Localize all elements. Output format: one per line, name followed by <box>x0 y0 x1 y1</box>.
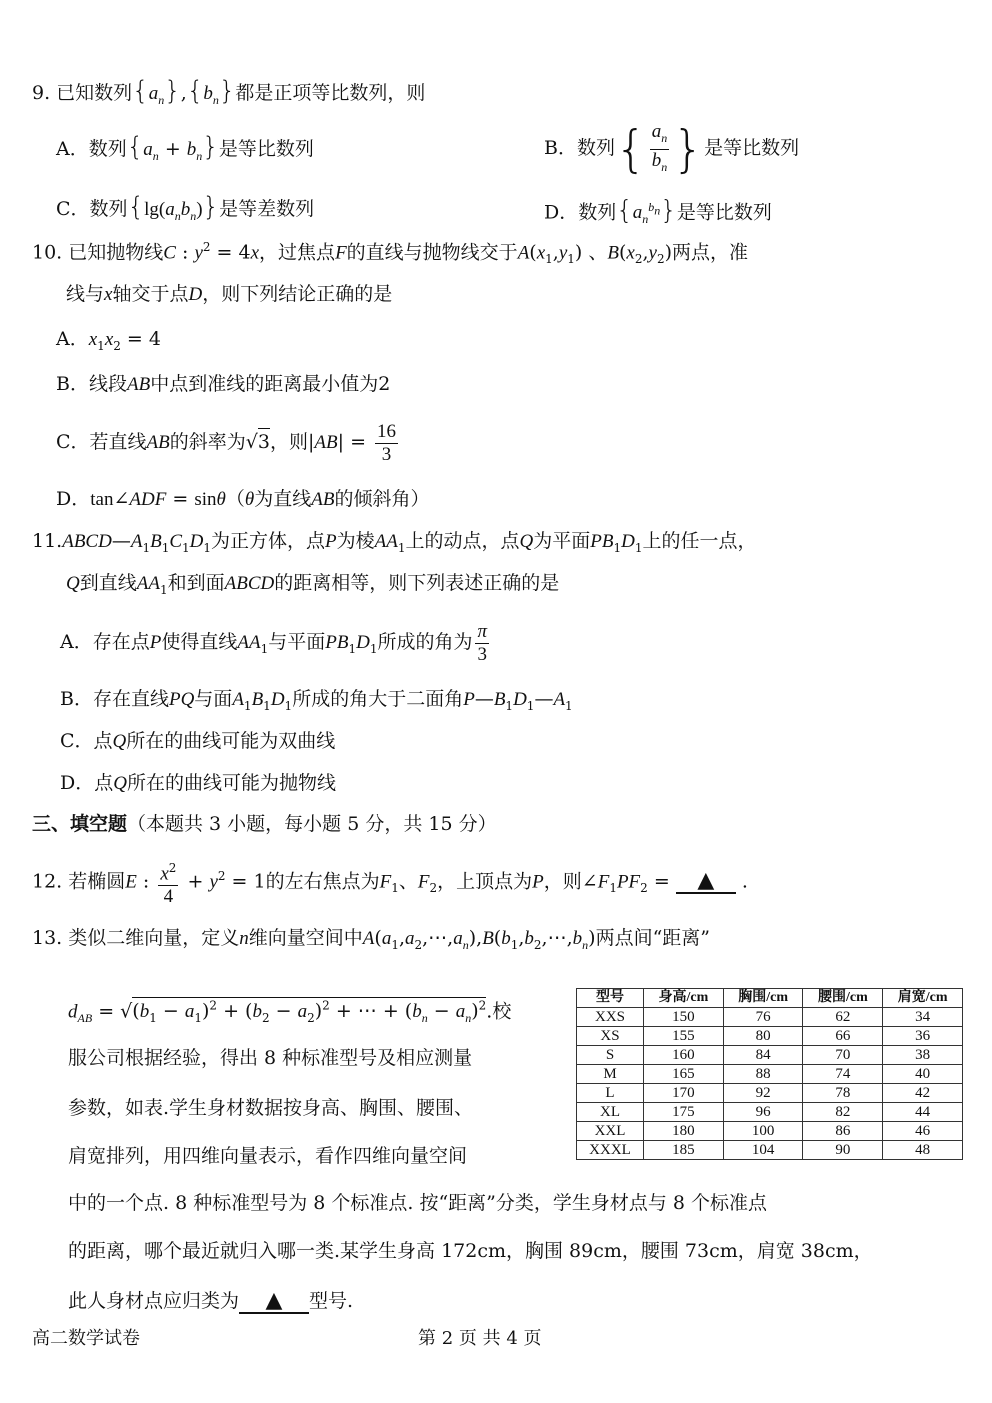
option-text: 所在的曲线可能为双曲线 <box>126 730 336 752</box>
table-cell: 160 <box>644 1046 724 1065</box>
option-text: C．若直线 <box>56 431 147 453</box>
q13-text: 13. 类似二维向量，定义 <box>32 927 240 949</box>
option-text: ，则 <box>269 431 308 453</box>
option-text: 数列 <box>88 138 127 160</box>
table-cell: 46 <box>883 1122 963 1141</box>
q9-stem-text-2: 都是正项等比数列，则 <box>235 82 426 104</box>
table-header: 胸围/cm <box>723 989 803 1008</box>
table-header: 腰围/cm <box>803 989 883 1008</box>
table-row <box>577 1084 963 1103</box>
q10-text: 的直线与抛物线交于 <box>346 241 518 264</box>
q10-option-c: C．若直线AB的斜率为√3，则|AB| = $\frac{16}{3}$ <box>56 420 397 465</box>
q9-option-c: C．数列$\{\lg(a_nb_n)\}$是等差数列 <box>56 192 315 223</box>
section-note: （本题共 3 小题，每小题 5 分，共 15 分） <box>127 813 497 835</box>
table-cell: 104 <box>723 1141 803 1160</box>
table-cell: 92 <box>723 1084 803 1103</box>
table-cell: 84 <box>723 1046 803 1065</box>
option-text: 所在的曲线可能为抛物线 <box>126 772 336 794</box>
table-cell: 165 <box>644 1065 724 1084</box>
option-label: D． <box>56 488 91 510</box>
section-title: 三、填空题 <box>32 813 128 835</box>
q13-text: .校 <box>486 1000 512 1023</box>
table-row <box>577 1027 963 1046</box>
table-cell: 40 <box>883 1065 963 1084</box>
table-cell: 180 <box>644 1122 724 1141</box>
table-cell: 96 <box>723 1103 803 1122</box>
q12-text: ，则 <box>543 870 582 893</box>
q11-text: 11. <box>32 530 63 552</box>
option-label: A． <box>56 328 89 350</box>
q9-option-b: B．数列{ $\frac{a_n}{b_n}$ }是等比数列 <box>544 120 800 178</box>
q10-text: 两点，准 <box>672 241 749 264</box>
q11-option-b: B．存在直线PQ与面$A_1B_1D_1$所成的角大于二面角$P—B_1D_1—A_1$ <box>60 688 573 713</box>
table-cell: 155 <box>644 1027 724 1046</box>
option-label: B． <box>544 137 577 159</box>
q10-text: 线与 <box>66 283 105 305</box>
table-cell: XXS <box>577 1008 644 1027</box>
q11-text: 为正方体，点 <box>211 530 326 552</box>
table-cell: 86 <box>803 1122 883 1141</box>
q12: 12. 若椭圆E : $\frac{x^2}{4}$ + $y^2 = 1$的左右焦点为$F_1$、$F_2$，上顶点为P，则$\angle F_1PF_2$ = ▲ . <box>32 846 748 918</box>
option-text: 所成的角大于二面角 <box>292 688 464 710</box>
option-text: 数列 <box>576 137 615 159</box>
table-cell: 76 <box>723 1008 803 1027</box>
table-row <box>577 1046 963 1065</box>
table-cell: L <box>577 1084 644 1103</box>
table-cell: 70 <box>803 1046 883 1065</box>
option-text: （ <box>225 488 245 510</box>
q13-paragraph-3: 肩宽排列，用四维向量表示，看作四维向量空间 <box>68 1145 468 1167</box>
table-header: 肩宽/cm <box>883 989 963 1008</box>
q10-option-a: A．$x_1x_2 = 4$ <box>56 328 161 353</box>
table-cell: 34 <box>883 1008 963 1027</box>
option-text: 数列 <box>578 201 617 224</box>
q11-stem-line2: Q到直线$AA_1$和到面ABCD的距离相等，则下列表述正确的是 <box>66 572 560 597</box>
footer-left: 高二数学试卷 <box>32 1328 140 1349</box>
q11-text: 为棱 <box>336 530 375 552</box>
section-3-heading <box>32 811 497 837</box>
q11-option-a: A．存在点P使得直线$AA_1$与平面$PB_1D_1$所成的角为 $\frac{\pi}{3}$ <box>60 620 488 665</box>
q13-distance-formula: $d_{AB} = √(b_1 - a_1)^2 + (b_2 - a_2)^2$ + ⋯ + $(b_n - a_n)^2$.校 <box>68 999 512 1026</box>
q11-text: 和到面 <box>167 572 225 594</box>
footer-page-number: 第 2 页 共 4 页 <box>418 1328 542 1349</box>
option-text: C．点 <box>60 730 113 752</box>
option-text: 为直线 <box>254 488 312 510</box>
table-cell: 66 <box>803 1027 883 1046</box>
option-text: A．存在点 <box>60 631 150 653</box>
q13-paragraph-1: 服公司根据经验，得出 8 种标准型号及相应测量 <box>68 1047 473 1069</box>
q12-text: 12. 若椭圆 <box>32 870 126 893</box>
option-text: B．线段 <box>56 373 127 395</box>
table-cell: 74 <box>803 1065 883 1084</box>
option-text: 与面 <box>194 688 233 710</box>
q10-text: 轴交于点 <box>112 283 189 305</box>
q13-paragraph-2: 参数，如表.学生身材数据按身高、胸围、腰围、 <box>68 1097 474 1119</box>
table-row <box>577 1141 963 1160</box>
q10-option-b: B．线段AB中点到准线的距离最小值为2 <box>56 373 391 395</box>
table-row <box>577 1122 963 1141</box>
q10-option-d: D．tan∠ADF = sinθ（θ为直线AB的倾斜角） <box>56 488 430 510</box>
q13-text: 两点间“距离” <box>595 927 710 949</box>
table-cell: 78 <box>803 1084 883 1103</box>
table-cell: XXL <box>577 1122 644 1141</box>
q13-paragraph-4: 中的一个点. 8 种标准型号为 8 个标准点. 按“距离”分类，学生身材点与 8 个标准点 <box>68 1192 768 1214</box>
option-text: 是等比数列 <box>218 138 314 160</box>
q10-text: ，过焦点 <box>259 241 336 264</box>
option-text: B．存在直线 <box>60 688 169 710</box>
option-label: C． <box>56 198 90 220</box>
answer-blank: ▲ <box>676 870 736 894</box>
table-cell: 150 <box>644 1008 724 1027</box>
table-cell: XS <box>577 1027 644 1046</box>
table-row <box>577 1008 963 1027</box>
q13-stem-line1: 13. 类似二维向量，定义n维向量空间中$A(a_1,a_2,\cdots,a_n),B(b_1,b_2,\cdots,b_n)$两点间“距离” <box>32 927 710 952</box>
table-cell: 36 <box>883 1027 963 1046</box>
table-row <box>577 1065 963 1084</box>
table-cell: 175 <box>644 1103 724 1122</box>
q11-option-d: D．点Q所在的曲线可能为抛物线 <box>60 772 336 794</box>
option-text: 与平面 <box>268 631 326 653</box>
q10-text: 10. 已知抛物线 <box>32 241 164 264</box>
option-text: 所成的角为 <box>377 631 473 653</box>
option-text: 数列 <box>89 198 128 220</box>
q9-stem-text: 9. 已知数列 <box>32 82 133 104</box>
table-cell: 82 <box>803 1103 883 1122</box>
option-text: 的斜率为 <box>169 431 246 453</box>
q11-text: 为平面 <box>533 530 591 552</box>
table-header: 型号 <box>577 989 644 1008</box>
option-label: D． <box>544 201 579 224</box>
table-cell: S <box>577 1046 644 1065</box>
option-text: 是等差数列 <box>219 198 315 220</box>
q9-option-a: A．数列$\{a_n + b_n\}$是等比数列 <box>56 132 314 163</box>
table-cell: 48 <box>883 1141 963 1160</box>
q13-text: 型号. <box>309 1290 354 1312</box>
table-cell: 185 <box>644 1141 724 1160</box>
table-header-row <box>577 989 963 1008</box>
table-cell: M <box>577 1065 644 1084</box>
table-cell: XXXL <box>577 1141 644 1160</box>
option-text: 是等比数列 <box>676 201 772 224</box>
q11-text: 上的任一点， <box>642 530 757 552</box>
q11-text: 的距离相等，则下列表述正确的是 <box>274 572 560 594</box>
q10-stem-line1: 10. 已知抛物线C : $y^2 = 4x$，过焦点F的直线与抛物线交于$A(x_1,y_1)$ 、$B(x_2,y_2)$两点，准 <box>32 240 749 267</box>
table-header: 身高/cm <box>644 989 724 1008</box>
option-label: A． <box>56 138 89 160</box>
table-cell: 90 <box>803 1141 883 1160</box>
table-cell: 88 <box>723 1065 803 1084</box>
option-text: 中点到准线的距离最小值为2 <box>150 373 391 395</box>
option-text: 的倾斜角） <box>334 488 430 510</box>
table-row <box>577 1103 963 1122</box>
q11-stem-line1: $11.ABCD—A_1B_1C_1D_1$为正方体，点P为棱$AA_1$上的动点，点Q为平面$PB_1D_1$上的任一点， <box>32 530 757 555</box>
q13-text: 此人身材点应归类为 <box>68 1290 240 1312</box>
answer-blank: ▲ <box>239 1290 309 1314</box>
q9-stem: 9. 已知数列$\{a_n\},\{b_n\}$都是正项等比数列，则 <box>32 76 426 107</box>
q12-text: ，上顶点为 <box>437 870 533 893</box>
q9-option-d: D．数列$\{a_n^{b_n}\}$是等比数列 <box>544 195 772 227</box>
q13-paragraph-5: 的距离，哪个最近就归入哪一类.某学生身高 172cm，胸围 89cm，腰围 73cm，肩宽 38cm， <box>68 1240 873 1262</box>
table-cell: 100 <box>723 1122 803 1141</box>
q11-text: 到直线 <box>79 572 137 594</box>
table-cell: XL <box>577 1103 644 1122</box>
q10-text: ，则下列结论正确的是 <box>202 283 393 305</box>
table-cell: 170 <box>644 1084 724 1103</box>
table-cell: 38 <box>883 1046 963 1065</box>
q11-option-c: C．点Q所在的曲线可能为双曲线 <box>60 730 336 752</box>
table-cell: 80 <box>723 1027 803 1046</box>
size-table <box>576 988 963 1160</box>
option-text: 是等比数列 <box>704 137 800 159</box>
q12-text: 的左右焦点为 <box>265 870 380 893</box>
q11-text: 上的动点，点 <box>405 530 520 552</box>
option-text: D．点 <box>60 772 114 794</box>
q10-stem-line2: 线与x轴交于点D，则下列结论正确的是 <box>66 283 393 305</box>
table-cell: 42 <box>883 1084 963 1103</box>
q13-paragraph-6 <box>68 1288 353 1314</box>
q13-text: 维向量空间中 <box>248 927 363 949</box>
table-cell: 44 <box>883 1103 963 1122</box>
table-cell: 62 <box>803 1008 883 1027</box>
option-text: 使得直线 <box>161 631 238 653</box>
